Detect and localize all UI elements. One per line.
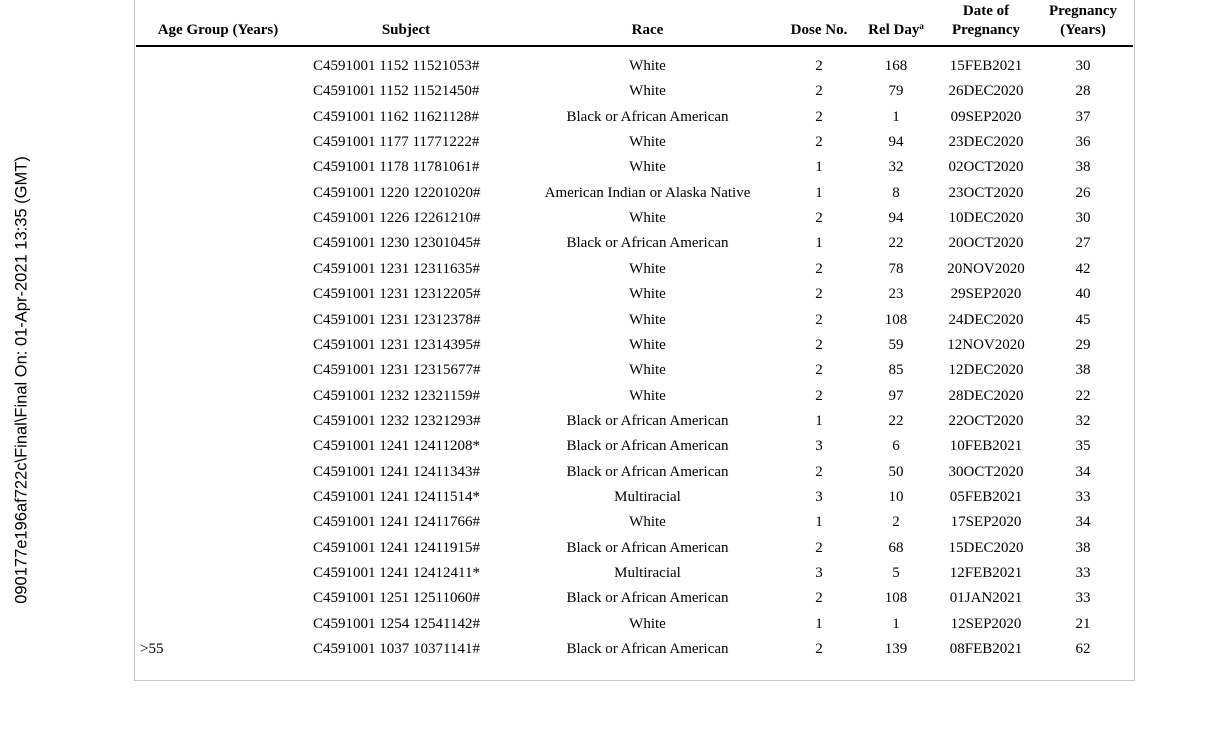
header-age-at-pregnancy xyxy=(1040,0,1126,40)
table-row xyxy=(0,157,1227,182)
cell-rel-day: 22 xyxy=(888,412,904,429)
cell-rel-day: 6 xyxy=(892,438,900,455)
cell-dose-no: 1 xyxy=(815,159,823,176)
cell-race: White xyxy=(629,58,666,74)
cell-race: White xyxy=(629,362,666,379)
cell-rel-day: 108 xyxy=(884,311,908,328)
cell-age-at-pregnancy: 34 xyxy=(1075,514,1091,531)
cell-date-of-pregnancy: 12DEC2020 xyxy=(948,362,1024,379)
cell-age-at-pregnancy: 38 xyxy=(1075,362,1091,379)
cell-race: White xyxy=(629,260,666,277)
cell-race: White xyxy=(629,336,666,353)
cell-date-of-pregnancy: 15FEB2021 xyxy=(949,58,1023,74)
cell-date-of-pregnancy: 26DEC2020 xyxy=(948,83,1024,100)
cell-age-at-pregnancy: 35 xyxy=(1075,438,1091,455)
cell-subject: C4591001 1241 12411343# xyxy=(313,463,480,480)
table-row xyxy=(0,259,1227,284)
header-dose-no: Dose No. xyxy=(790,22,848,38)
cell-subject: C4591001 1231 12312205# xyxy=(313,286,481,303)
table-row xyxy=(0,411,1227,436)
cell-rel-day: 23 xyxy=(888,286,904,303)
cell-dose-no: 1 xyxy=(815,235,823,252)
cell-dose-no: 2 xyxy=(815,463,823,480)
cell-rel-day: 32 xyxy=(888,159,904,176)
cell-age-at-pregnancy: 28 xyxy=(1075,83,1091,100)
cell-age-at-pregnancy: 30 xyxy=(1075,58,1091,74)
cell-dose-no: 1 xyxy=(815,514,823,531)
cell-age-at-pregnancy: 45 xyxy=(1075,311,1091,328)
cell-date-of-pregnancy: 05FEB2021 xyxy=(949,488,1023,505)
cell-race: Black or African American xyxy=(566,108,729,125)
cell-race: Black or African American xyxy=(566,463,729,480)
cell-subject: C4591001 1177 11771222# xyxy=(313,134,480,151)
cell-subject: C4591001 1231 12314395# xyxy=(313,336,481,353)
cell-age-at-pregnancy: 30 xyxy=(1075,210,1091,227)
table-row xyxy=(0,284,1227,309)
table-row xyxy=(0,56,1227,81)
cell-rel-day: 97 xyxy=(888,387,904,404)
cell-dose-no: 3 xyxy=(815,488,823,505)
cell-subject: C4591001 1254 12541142# xyxy=(313,615,480,632)
document-id-stamp: 090177e196af722c\Final\Final On: 01-Apr-2021 13:35 (GMT) xyxy=(12,156,31,604)
cell-race: Black or African American xyxy=(566,235,729,252)
cell-dose-no: 2 xyxy=(815,260,823,277)
cell-date-of-pregnancy: 01JAN2021 xyxy=(949,590,1023,607)
table-row xyxy=(0,310,1227,335)
cell-date-of-pregnancy: 15DEC2020 xyxy=(948,539,1024,556)
table-row xyxy=(0,563,1227,588)
cell-age-at-pregnancy: 36 xyxy=(1075,134,1091,151)
header-age-group: Age Group (Years) xyxy=(157,22,279,38)
cell-date-of-pregnancy: 28DEC2020 xyxy=(948,387,1024,404)
header-date-line1: Date of xyxy=(962,3,1010,19)
table-row xyxy=(0,538,1227,563)
cell-race: Multiracial xyxy=(614,565,681,581)
cell-subject: C4591001 1037 10371141# xyxy=(313,641,480,658)
cell-date-of-pregnancy: 10DEC2020 xyxy=(948,210,1024,227)
cell-race: White xyxy=(629,387,666,404)
cell-subject: C4591001 1152 11521450# xyxy=(313,83,480,100)
cell-rel-day: 94 xyxy=(888,134,904,151)
cell-age-group: >55 xyxy=(140,641,164,658)
cell-rel-day: 68 xyxy=(888,539,904,556)
table-row xyxy=(0,512,1227,537)
cell-subject: C4591001 1231 12315677# xyxy=(313,362,481,379)
header-rel-day-label: Rel Day xyxy=(868,22,920,38)
cell-subject: C4591001 1241 12411766# xyxy=(313,514,480,531)
cell-age-at-pregnancy: 26 xyxy=(1075,184,1091,201)
cell-race: Black or African American xyxy=(566,590,729,607)
cell-rel-day: 78 xyxy=(888,260,904,277)
table-row xyxy=(0,183,1227,208)
table-row xyxy=(0,614,1227,639)
header-subject: Subject xyxy=(381,22,431,38)
cell-rel-day: 8 xyxy=(892,184,900,201)
table-row xyxy=(0,639,1227,664)
cell-age-at-pregnancy: 32 xyxy=(1075,412,1091,429)
cell-age-at-pregnancy: 27 xyxy=(1075,235,1091,252)
cell-rel-day: 139 xyxy=(884,641,908,658)
cell-date-of-pregnancy: 20NOV2020 xyxy=(947,260,1025,277)
cell-race: Multiracial xyxy=(614,488,681,505)
cell-age-at-pregnancy: 40 xyxy=(1075,286,1091,303)
cell-dose-no: 2 xyxy=(815,108,823,125)
cell-race: American Indian or Alaska Native xyxy=(544,184,751,201)
cell-date-of-pregnancy: 12SEP2020 xyxy=(950,615,1022,632)
cell-dose-no: 2 xyxy=(815,311,823,328)
cell-dose-no: 2 xyxy=(815,210,823,227)
table-row xyxy=(0,107,1227,132)
cell-race: White xyxy=(629,615,666,632)
cell-rel-day: 2 xyxy=(892,514,900,531)
header-race: Race xyxy=(631,22,664,38)
header-date-line2: Pregnancy xyxy=(951,22,1021,38)
cell-dose-no: 2 xyxy=(815,336,823,353)
cell-date-of-pregnancy: 23OCT2020 xyxy=(948,184,1024,201)
header-preg-line1: Pregnancy xyxy=(1048,3,1118,19)
cell-date-of-pregnancy: 22OCT2020 xyxy=(948,412,1024,429)
cell-race: White xyxy=(629,83,666,100)
cell-dose-no: 1 xyxy=(815,412,823,429)
cell-rel-day: 59 xyxy=(888,336,904,353)
cell-date-of-pregnancy: 29SEP2020 xyxy=(950,286,1022,303)
cell-date-of-pregnancy: 02OCT2020 xyxy=(948,159,1024,176)
cell-date-of-pregnancy: 24DEC2020 xyxy=(948,311,1024,328)
cell-date-of-pregnancy: 30OCT2020 xyxy=(948,463,1024,480)
cell-dose-no: 3 xyxy=(815,438,823,455)
cell-age-at-pregnancy: 38 xyxy=(1075,539,1091,556)
cell-subject: C4591001 1241 12411514* xyxy=(313,488,480,505)
cell-subject: C4591001 1220 12201020# xyxy=(313,184,481,201)
cell-rel-day: 94 xyxy=(888,210,904,227)
cell-age-at-pregnancy: 62 xyxy=(1075,641,1091,658)
table-row xyxy=(0,132,1227,157)
cell-race: Black or African American xyxy=(566,641,729,658)
cell-dose-no: 3 xyxy=(815,565,823,581)
cell-rel-day: 22 xyxy=(888,235,904,252)
cell-subject: C4591001 1251 12511060# xyxy=(313,590,480,607)
cell-race: White xyxy=(629,159,666,176)
cell-dose-no: 2 xyxy=(815,83,823,100)
cell-rel-day: 85 xyxy=(888,362,904,379)
cell-dose-no: 2 xyxy=(815,362,823,379)
table-row xyxy=(0,360,1227,385)
cell-dose-no: 1 xyxy=(815,184,823,201)
cell-dose-no: 2 xyxy=(815,58,823,74)
table-row xyxy=(0,588,1227,613)
header-date-of-pregnancy xyxy=(936,2,1036,40)
cell-subject: C4591001 1178 11781061# xyxy=(313,159,480,176)
header-preg-line2: (Years) xyxy=(1060,22,1106,38)
cell-dose-no: 2 xyxy=(815,641,823,658)
cell-date-of-pregnancy: 12NOV2020 xyxy=(947,336,1025,353)
cell-age-at-pregnancy: 33 xyxy=(1075,488,1091,505)
cell-dose-no: 2 xyxy=(815,539,823,556)
table-row xyxy=(0,81,1227,106)
cell-subject: C4591001 1241 12411208* xyxy=(313,438,480,455)
cell-race: Black or African American xyxy=(566,412,729,429)
cell-age-at-pregnancy: 42 xyxy=(1075,260,1091,277)
cell-dose-no: 1 xyxy=(815,615,823,632)
cell-date-of-pregnancy: 09SEP2020 xyxy=(950,108,1022,125)
cell-age-at-pregnancy: 33 xyxy=(1075,590,1091,607)
header-rel-day-footnote: a xyxy=(919,21,924,31)
table-row xyxy=(0,462,1227,487)
cell-subject: C4591001 1152 11521053# xyxy=(313,58,480,74)
cell-date-of-pregnancy: 10FEB2021 xyxy=(949,438,1023,455)
cell-dose-no: 2 xyxy=(815,387,823,404)
cell-subject: C4591001 1231 12311635# xyxy=(313,260,480,277)
cell-race: White xyxy=(629,210,666,227)
cell-subject: C4591001 1226 12261210# xyxy=(313,210,481,227)
cell-race: Black or African American xyxy=(566,539,729,556)
table-row xyxy=(0,386,1227,411)
table-row xyxy=(0,335,1227,360)
cell-rel-day: 50 xyxy=(888,463,904,480)
cell-age-at-pregnancy: 33 xyxy=(1075,565,1091,581)
cell-age-at-pregnancy: 38 xyxy=(1075,159,1091,176)
cell-rel-day: 79 xyxy=(888,83,904,100)
cell-age-at-pregnancy: 22 xyxy=(1075,387,1091,404)
header-rel-day xyxy=(860,21,932,40)
cell-age-at-pregnancy: 29 xyxy=(1075,336,1091,353)
cell-race: White xyxy=(629,134,666,151)
cell-race: Black or African American xyxy=(566,438,729,455)
header-rule xyxy=(136,45,1133,47)
cell-subject: C4591001 1232 12321159# xyxy=(313,387,480,404)
cell-subject: C4591001 1231 12312378# xyxy=(313,311,481,328)
cell-rel-day: 5 xyxy=(892,565,900,581)
cell-date-of-pregnancy: 20OCT2020 xyxy=(948,235,1024,252)
cell-race: White xyxy=(629,286,666,303)
cell-date-of-pregnancy: 08FEB2021 xyxy=(949,641,1023,658)
cell-age-at-pregnancy: 21 xyxy=(1075,615,1091,632)
cell-age-at-pregnancy: 37 xyxy=(1075,108,1091,125)
cell-rel-day: 1 xyxy=(892,108,900,125)
cell-race: White xyxy=(629,514,666,531)
cell-race: White xyxy=(629,311,666,328)
cell-subject: C4591001 1241 12412411* xyxy=(313,565,480,581)
cell-date-of-pregnancy: 23DEC2020 xyxy=(948,134,1024,151)
cell-rel-day: 1 xyxy=(892,615,900,632)
table-row xyxy=(0,233,1227,258)
cell-date-of-pregnancy: 17SEP2020 xyxy=(950,514,1022,531)
table-row xyxy=(0,487,1227,512)
cell-rel-day: 10 xyxy=(888,488,904,505)
cell-subject: C4591001 1162 11621128# xyxy=(313,108,479,125)
cell-rel-day: 108 xyxy=(884,590,908,607)
cell-dose-no: 2 xyxy=(815,134,823,151)
cell-subject: C4591001 1232 12321293# xyxy=(313,412,481,429)
cell-age-at-pregnancy: 34 xyxy=(1075,463,1091,480)
cell-dose-no: 2 xyxy=(815,590,823,607)
cell-subject: C4591001 1241 12411915# xyxy=(313,539,480,556)
table-row xyxy=(0,208,1227,233)
cell-dose-no: 2 xyxy=(815,286,823,303)
table-row xyxy=(0,436,1227,461)
cell-subject: C4591001 1230 12301045# xyxy=(313,235,481,252)
cell-date-of-pregnancy: 12FEB2021 xyxy=(949,565,1023,581)
cell-rel-day: 168 xyxy=(884,58,908,74)
